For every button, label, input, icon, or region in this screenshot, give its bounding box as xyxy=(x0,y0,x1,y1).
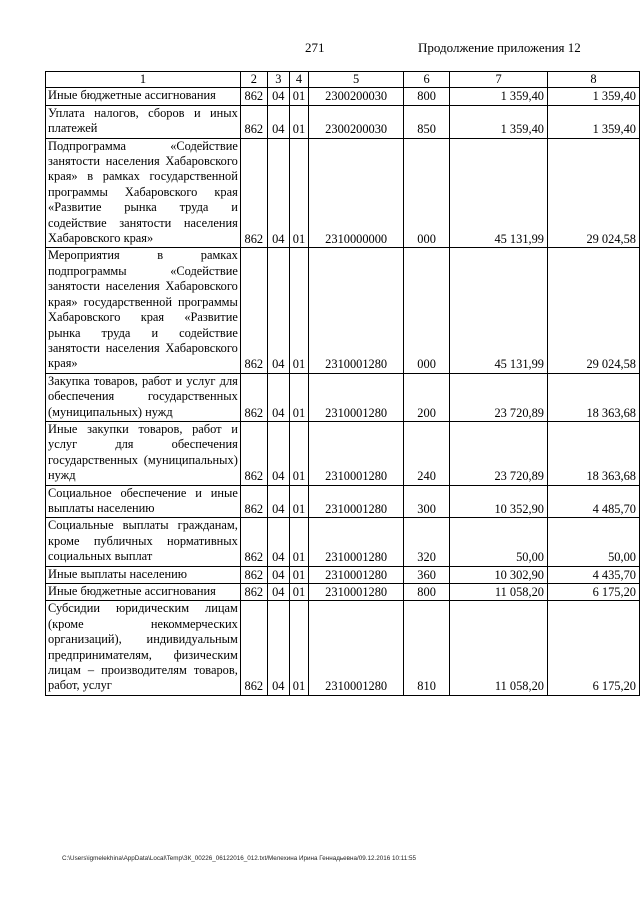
row-ministry-code: 862 xyxy=(240,105,267,138)
row-expense-type: 360 xyxy=(404,566,450,583)
row-section: 04 xyxy=(267,373,289,421)
row-subsection: 01 xyxy=(289,373,308,421)
table-row xyxy=(46,421,640,485)
header-row xyxy=(46,72,640,88)
row-name: Иные бюджетные ассигнования xyxy=(46,584,241,601)
row-ministry-code: 862 xyxy=(240,373,267,421)
row-subsection: 01 xyxy=(289,518,308,566)
row-target-article: 2310001280 xyxy=(309,566,404,583)
row-expense-type: 810 xyxy=(404,601,450,695)
table-row xyxy=(46,566,640,583)
row-amount-2: 18 363,68 xyxy=(548,421,640,485)
table-row xyxy=(46,601,640,695)
row-amount-2: 1 359,40 xyxy=(548,105,640,138)
row-amount-1: 45 131,99 xyxy=(450,248,548,373)
table-row xyxy=(46,518,640,566)
row-ministry-code: 862 xyxy=(240,248,267,373)
row-section: 04 xyxy=(267,584,289,601)
header-cell: 5 xyxy=(309,72,404,88)
row-target-article: 2300200030 xyxy=(309,105,404,138)
footer-file-path: C:\Users\igmelekhina\AppData\Local\Temp\ЗК_00226_06122016_012.txt/Мелехина Ирина Геннадьевна/09.12.2016 10:11:55 xyxy=(62,855,417,862)
row-subsection: 01 xyxy=(289,485,308,518)
row-amount-2: 1 359,40 xyxy=(548,88,640,105)
row-name: Субсидии юридическим лицам (кроме некоммерческих организаций), индивидуальным предпринимателям, физическим лицам – производителям товаров, работ, услуг xyxy=(46,601,241,695)
row-amount-1: 1 359,40 xyxy=(450,88,548,105)
row-section: 04 xyxy=(267,138,289,248)
row-amount-2: 50,00 xyxy=(548,518,640,566)
table-row xyxy=(46,105,640,138)
row-target-article: 2310000000 xyxy=(309,138,404,248)
row-name: Мероприятия в рамках подпрограммы «Содействие занятости населения Хабаровского края» государственной программы Хабаровского края «Развитие рынка труда и содействие занятости населения Хабаровского края» xyxy=(46,248,241,373)
row-amount-2: 4 485,70 xyxy=(548,485,640,518)
row-expense-type: 200 xyxy=(404,373,450,421)
header-cell: 8 xyxy=(548,72,640,88)
row-subsection: 01 xyxy=(289,248,308,373)
row-ministry-code: 862 xyxy=(240,485,267,518)
row-section: 04 xyxy=(267,566,289,583)
row-target-article: 2310001280 xyxy=(309,421,404,485)
row-amount-2: 4 435,70 xyxy=(548,566,640,583)
row-amount-1: 11 058,20 xyxy=(450,584,548,601)
row-amount-2: 18 363,68 xyxy=(548,373,640,421)
header-cell: 1 xyxy=(46,72,241,88)
row-subsection: 01 xyxy=(289,88,308,105)
row-target-article: 2310001280 xyxy=(309,584,404,601)
row-ministry-code: 862 xyxy=(240,518,267,566)
row-expense-type: 240 xyxy=(404,421,450,485)
row-subsection: 01 xyxy=(289,566,308,583)
row-target-article: 2310001280 xyxy=(309,248,404,373)
row-target-article: 2310001280 xyxy=(309,485,404,518)
row-expense-type: 320 xyxy=(404,518,450,566)
row-expense-type: 300 xyxy=(404,485,450,518)
row-name: Подпрограмма «Содействие занятости населения Хабаровского края» в рамках государственной программы Хабаровского края «Развитие рынка труда и содействие занятости населения Хабаровского края» xyxy=(46,138,241,248)
header-cell: 7 xyxy=(450,72,548,88)
row-target-article: 2310001280 xyxy=(309,518,404,566)
row-subsection: 01 xyxy=(289,105,308,138)
row-amount-2: 29 024,58 xyxy=(548,138,640,248)
header-cell: 6 xyxy=(404,72,450,88)
budget-table xyxy=(45,71,640,696)
row-amount-1: 10 302,90 xyxy=(450,566,548,583)
row-ministry-code: 862 xyxy=(240,584,267,601)
header-cell: 3 xyxy=(267,72,289,88)
row-amount-1: 23 720,89 xyxy=(450,373,548,421)
row-amount-1: 50,00 xyxy=(450,518,548,566)
row-amount-1: 11 058,20 xyxy=(450,601,548,695)
row-subsection: 01 xyxy=(289,584,308,601)
header-cell: 2 xyxy=(240,72,267,88)
row-ministry-code: 862 xyxy=(240,601,267,695)
row-name: Социальное обеспечение и иные выплаты населению xyxy=(46,485,241,518)
row-amount-1: 1 359,40 xyxy=(450,105,548,138)
row-amount-1: 10 352,90 xyxy=(450,485,548,518)
row-amount-2: 6 175,20 xyxy=(548,584,640,601)
row-subsection: 01 xyxy=(289,601,308,695)
row-name: Иные закупки товаров, работ и услуг для обеспечения государственных (муниципальных) нужд xyxy=(46,421,241,485)
row-expense-type: 000 xyxy=(404,138,450,248)
table-row xyxy=(46,88,640,105)
continuation-label: Продолжение приложения 12 xyxy=(418,40,581,55)
row-name: Уплата налогов, сборов и иных платежей xyxy=(46,105,241,138)
page-number: 271 xyxy=(305,40,325,55)
row-amount-2: 29 024,58 xyxy=(548,248,640,373)
row-section: 04 xyxy=(267,421,289,485)
row-section: 04 xyxy=(267,601,289,695)
row-section: 04 xyxy=(267,248,289,373)
table-row xyxy=(46,373,640,421)
row-section: 04 xyxy=(267,88,289,105)
row-name: Иные выплаты населению xyxy=(46,566,241,583)
row-target-article: 2310001280 xyxy=(309,373,404,421)
table-row xyxy=(46,584,640,601)
row-name: Закупка товаров, работ и услуг для обеспечения государственных (муниципальных) нужд xyxy=(46,373,241,421)
header-cell: 4 xyxy=(289,72,308,88)
row-target-article: 2300200030 xyxy=(309,88,404,105)
row-amount-1: 45 131,99 xyxy=(450,138,548,248)
row-ministry-code: 862 xyxy=(240,421,267,485)
row-section: 04 xyxy=(267,105,289,138)
row-ministry-code: 862 xyxy=(240,88,267,105)
row-ministry-code: 862 xyxy=(240,566,267,583)
row-amount-1: 23 720,89 xyxy=(450,421,548,485)
row-expense-type: 000 xyxy=(404,248,450,373)
row-subsection: 01 xyxy=(289,421,308,485)
row-expense-type: 800 xyxy=(404,88,450,105)
row-name: Социальные выплаты гражданам, кроме публичных нормативных социальных выплат xyxy=(46,518,241,566)
row-section: 04 xyxy=(267,518,289,566)
row-section: 04 xyxy=(267,485,289,518)
row-name: Иные бюджетные ассигнования xyxy=(46,88,241,105)
row-expense-type: 850 xyxy=(404,105,450,138)
table-row xyxy=(46,248,640,373)
row-ministry-code: 862 xyxy=(240,138,267,248)
row-amount-2: 6 175,20 xyxy=(548,601,640,695)
table-row xyxy=(46,485,640,518)
row-subsection: 01 xyxy=(289,138,308,248)
row-expense-type: 800 xyxy=(404,584,450,601)
row-target-article: 2310001280 xyxy=(309,601,404,695)
table-row xyxy=(46,138,640,248)
